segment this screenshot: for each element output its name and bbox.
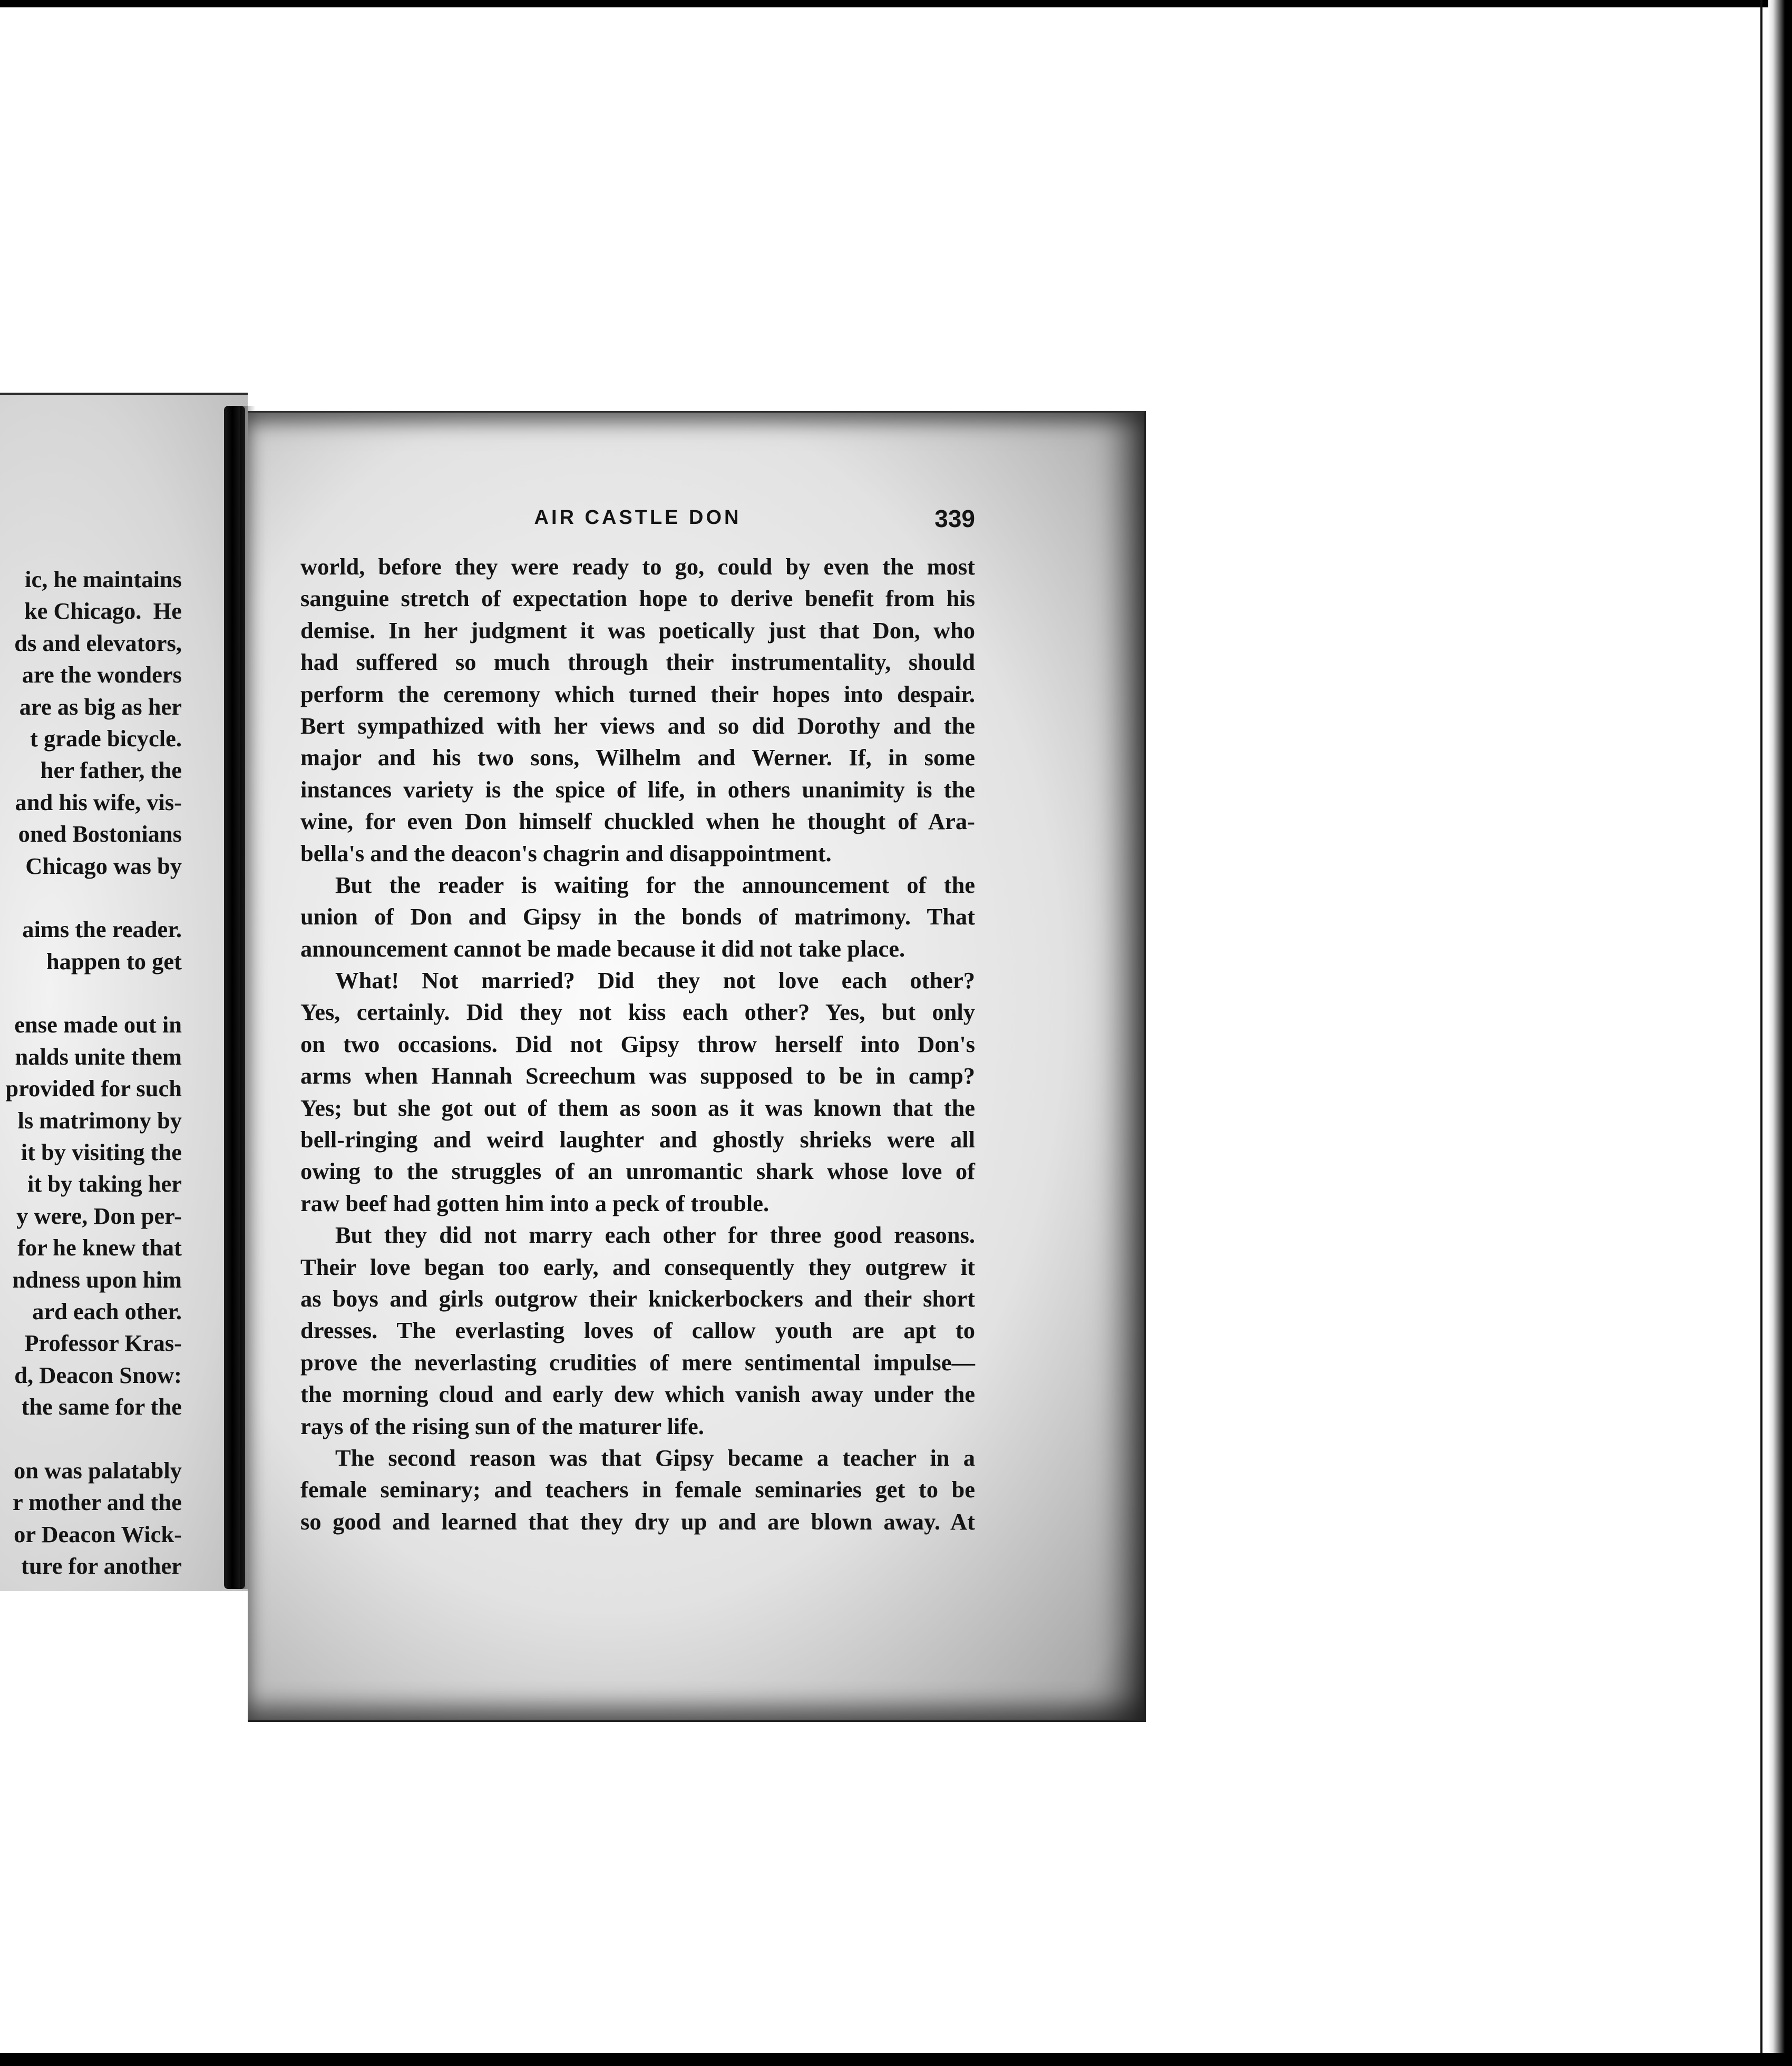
previous-page-line: ense made out in	[14, 1011, 182, 1038]
previous-page-text	[0, 563, 182, 1582]
previous-page-line: the same for the	[21, 1393, 182, 1420]
text-line: sanguine stretch of expectation hope to derive benefit from his	[300, 585, 975, 612]
text-line: as boys and girls outgrow their knickerbockers and their short	[300, 1285, 975, 1312]
text-line: major and his two sons, Wilhelm and Werner. If, in some	[300, 744, 975, 771]
scan-border-right	[1768, 0, 1792, 2066]
text-line: female seminary; and teachers in female seminaries get to be	[300, 1476, 975, 1503]
running-head	[300, 506, 975, 538]
previous-page-line: aims the reader.	[22, 916, 182, 943]
previous-page-line: r mother and the	[13, 1489, 182, 1516]
running-title: AIR CASTLE DON	[534, 506, 742, 529]
book-page	[248, 411, 1146, 1722]
previous-page-line: are as big as her	[19, 693, 182, 720]
previous-page-line: ls matrimony by	[17, 1107, 182, 1134]
previous-page-line: ndness upon him	[12, 1266, 182, 1293]
previous-page-line: provided for such	[5, 1075, 182, 1102]
text-line: But the reader is waiting for the announcement of the	[335, 871, 975, 898]
text-line: rays of the rising sun of the maturer life.	[300, 1412, 704, 1439]
text-line: dresses. The everlasting loves of callow youth are apt to	[300, 1317, 975, 1344]
previous-page-line: Professor Kras-	[24, 1330, 182, 1357]
page-body-text	[300, 551, 975, 1537]
previous-page-line	[0, 882, 182, 913]
previous-page-line: y were, Don per-	[16, 1202, 182, 1229]
text-line: prove the neverlasting crudities of mere sentimental impulse—	[300, 1349, 975, 1376]
previous-page-line: her father, the	[40, 757, 182, 784]
text-line: world, before they were ready to go, could by even the most	[300, 553, 975, 580]
previous-page-line	[0, 977, 182, 1009]
scan-border-right-line	[1760, 0, 1762, 2055]
text-line: Their love began too early, and consequently they outgrew it	[300, 1253, 975, 1280]
page-number: 339	[934, 505, 975, 532]
previous-page-line: ic, he maintains	[25, 566, 182, 592]
text-line: on two occasions. Did not Gipsy throw herself into Don's	[300, 1030, 975, 1057]
previous-page-line: it by taking her	[27, 1171, 182, 1197]
previous-page-line: ke Chicago. He	[24, 598, 182, 625]
text-line: instances variety is the spice of life, in others unanimity is the	[300, 776, 975, 803]
previous-page-line: ds and elevators,	[14, 629, 182, 656]
previous-page-line	[0, 1423, 182, 1455]
text-line: announcement cannot be made because it did not take place.	[300, 935, 905, 962]
previous-page-line: happen to get	[46, 948, 182, 974]
previous-page-line: for he knew that	[17, 1234, 182, 1261]
text-line: bell-ringing and weird laughter and ghostly shrieks were all	[300, 1126, 975, 1153]
previous-page-line: and his wife, vis-	[15, 788, 182, 815]
text-line: union of Don and Gipsy in the bonds of matrimony. That	[300, 903, 975, 930]
text-line: Yes, certainly. Did they not kiss each other? Yes, but only	[300, 999, 975, 1026]
text-line: wine, for even Don himself chuckled when he thought of Ara-	[300, 808, 975, 835]
text-line: Bert sympathized with her views and so did Dorothy and the	[300, 712, 975, 739]
previous-page-line: t grade bicycle.	[30, 725, 182, 752]
text-line: demise. In her judgment it was poetically just that Don, who	[300, 617, 975, 644]
text-line: owing to the struggles of an unromantic shark whose love of	[300, 1158, 975, 1185]
scan-border-top	[0, 0, 1792, 7]
previous-page-line: nalds unite them	[15, 1043, 182, 1070]
text-line: the morning cloud and early dew which vanish away under the	[300, 1381, 975, 1408]
previous-page-line: it by visiting the	[21, 1139, 182, 1166]
previous-page-line: ture for another	[21, 1553, 182, 1580]
text-line: so good and learned that they dry up and are blown away. At	[300, 1508, 975, 1535]
previous-page-line: oned Bostonians	[18, 821, 182, 847]
text-line: perform the ceremony which turned their hopes into despair.	[300, 680, 975, 707]
previous-page-fragment	[0, 393, 248, 1591]
previous-page-line: or Deacon Wick-	[14, 1521, 182, 1547]
text-line: Yes; but she got out of them as soon as it was known that the	[300, 1094, 975, 1121]
text-line: raw beef had gotten him into a peck of trouble.	[300, 1190, 770, 1216]
previous-page-line: are the wonders	[22, 661, 182, 688]
text-line: What! Not married? Did they not love each other?	[335, 967, 975, 994]
text-line: But they did not marry each other for three good reasons.	[335, 1222, 975, 1249]
previous-page-line: Chicago was by	[25, 852, 182, 879]
text-line: The second reason was that Gipsy became a teacher in a	[335, 1444, 975, 1471]
scan-border-bottom	[0, 2053, 1792, 2066]
previous-page-line: on was palatably	[14, 1457, 182, 1484]
text-line: had suffered so much through their instrumentality, should	[300, 649, 975, 676]
text-line: arms when Hannah Screechum was supposed to be in camp?	[300, 1063, 975, 1089]
text-line: bella's and the deacon's chagrin and disappointment.	[300, 840, 832, 866]
previous-page-line: d, Deacon Snow:	[14, 1361, 182, 1388]
previous-page-line: ard each other.	[32, 1298, 182, 1324]
